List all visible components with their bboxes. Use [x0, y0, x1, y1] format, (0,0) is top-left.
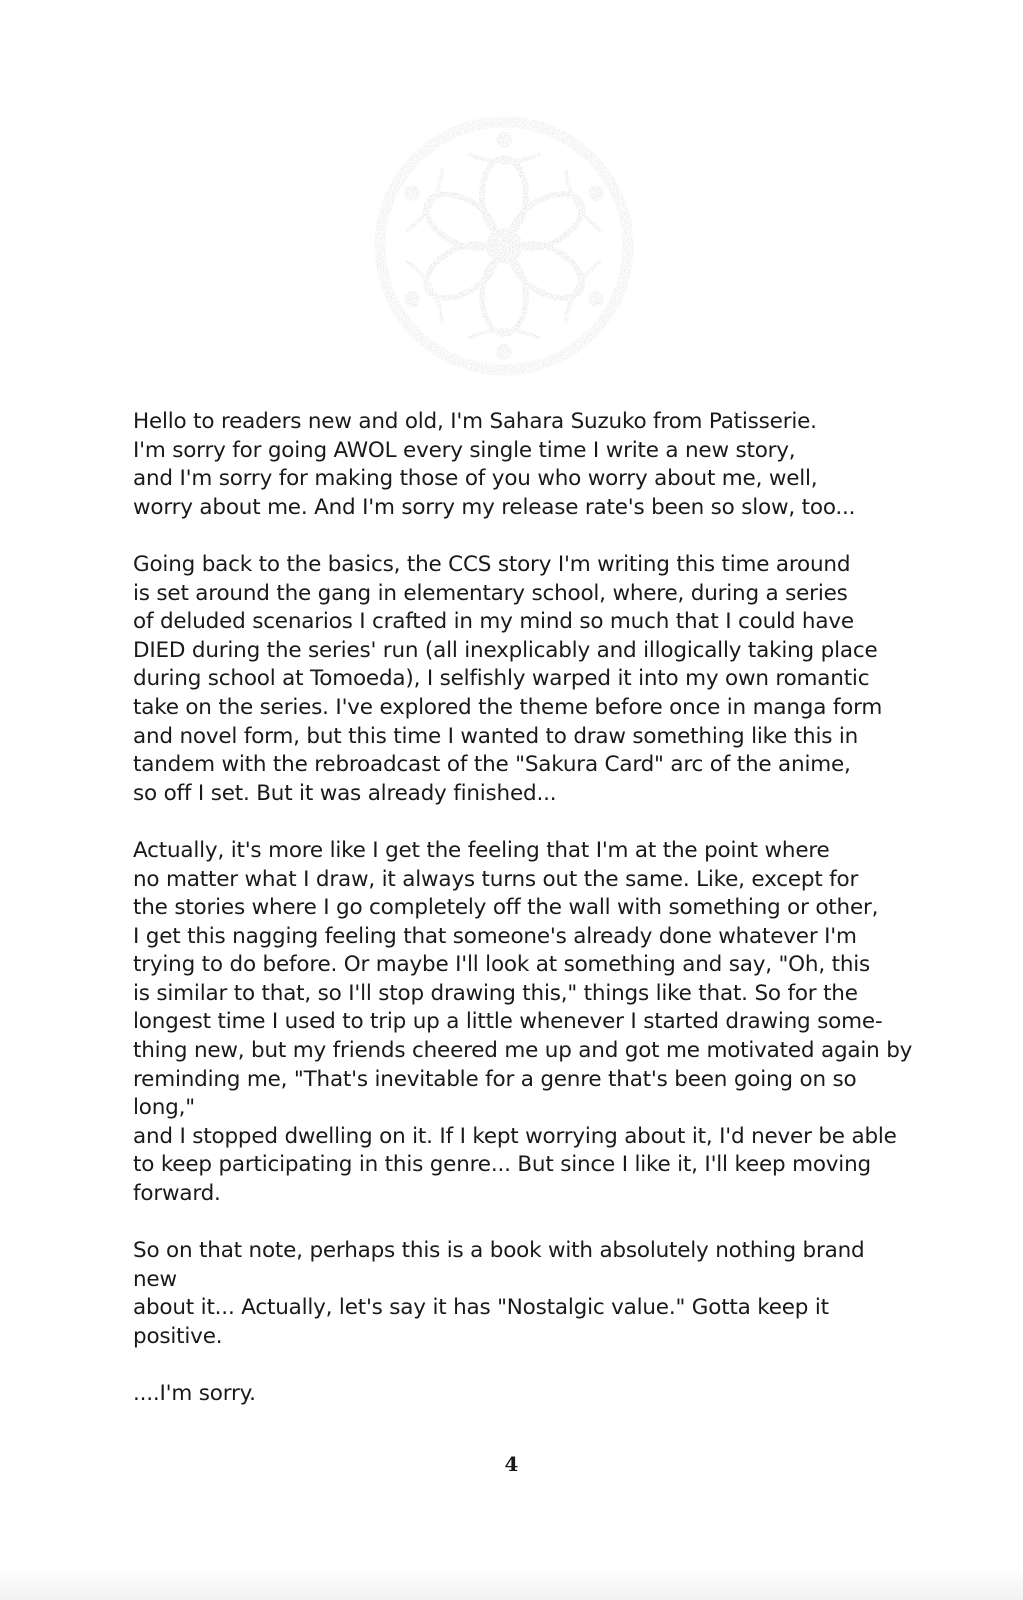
- paragraph-spacer: [133, 1209, 953, 1238]
- text-line: DIED during the series' run (all inexplicably and illogically taking place: [133, 637, 878, 663]
- text-line: I get this nagging feeling that someone's already done whatever I'm: [133, 923, 857, 949]
- text-line: about it... Actually, let's say it has "Nostalgic value." Gotta keep it: [133, 1295, 829, 1321]
- text-line: worry about me. And I'm sorry my release rate's been so slow, too...: [133, 494, 856, 520]
- text-line: tandem with the rebroadcast of the "Sakura Card" arc of the anime,: [133, 752, 851, 778]
- text-line: longest time I used to trip up a little whenever I started drawing some-: [133, 1009, 883, 1035]
- text-line: and I stopped dwelling on it. If I kept worrying about it, I'd never be able: [133, 1123, 897, 1149]
- flower-medallion-icon: [368, 110, 640, 382]
- text-line: no matter what I draw, it always turns out the same. Like, except for: [133, 866, 859, 892]
- text-line: So on that note, perhaps this is a book with absolutely nothing brand: [133, 1238, 865, 1264]
- text-line: thing new, but my friends cheered me up and got me motivated again by: [133, 1038, 913, 1064]
- text-line: Hello to readers new and old, I'm Sahara Suzuko from Patisserie.: [133, 409, 817, 434]
- scan-edge: [0, 1566, 1023, 1600]
- paragraph: [133, 1237, 953, 1351]
- text-line: and I'm sorry for making those of you who worry about me, well,: [133, 466, 818, 492]
- text-line: of deluded scenarios I crafted in my mind so much that I could have: [133, 609, 854, 635]
- text-line: and novel form, but this time I wanted to draw something like this in: [133, 723, 859, 749]
- text-line: ....I'm sorry.: [133, 1381, 256, 1407]
- text-line: new: [133, 1266, 177, 1292]
- paragraph: [133, 551, 953, 808]
- body-text: [133, 408, 953, 1409]
- text-line: is similar to that, so I'll stop drawing this," things like that. So for the: [133, 980, 858, 1006]
- paragraph-spacer: [133, 808, 953, 837]
- text-line: the stories where I go completely off the wall with something or other,: [133, 895, 879, 921]
- paragraph-spacer: [133, 522, 953, 551]
- text-line: reminding me, "That's inevitable for a genre that's been going on so: [133, 1066, 857, 1092]
- paragraph: [133, 408, 953, 522]
- text-line: is set around the gang in elementary school, where, during a series: [133, 580, 848, 606]
- text-line: forward.: [133, 1181, 221, 1207]
- page-number: 4: [504, 1452, 519, 1476]
- text-line: Actually, it's more like I get the feeling that I'm at the point where: [133, 837, 830, 863]
- paragraph: [133, 1380, 953, 1409]
- text-line: I'm sorry for going AWOL every single time I write a new story,: [133, 437, 796, 463]
- text-line: long,": [133, 1095, 195, 1121]
- text-line: so off I set. But it was already finished...: [133, 780, 557, 806]
- text-line: during school at Tomoeda), I selfishly warped it into my own romantic: [133, 666, 870, 692]
- text-line: positive.: [133, 1324, 223, 1349]
- text-line: trying to do before. Or maybe I'll look at something and say, "Oh, this: [133, 952, 871, 978]
- text-line: Going back to the basics, the CCS story I'm writing this time around: [133, 551, 851, 577]
- text-line: take on the series. I've explored the theme before once in manga form: [133, 694, 883, 720]
- text-line: to keep participating in this genre... But since I like it, I'll keep moving: [133, 1152, 871, 1178]
- paragraph-spacer: [133, 1352, 953, 1381]
- paragraph: [133, 837, 953, 1209]
